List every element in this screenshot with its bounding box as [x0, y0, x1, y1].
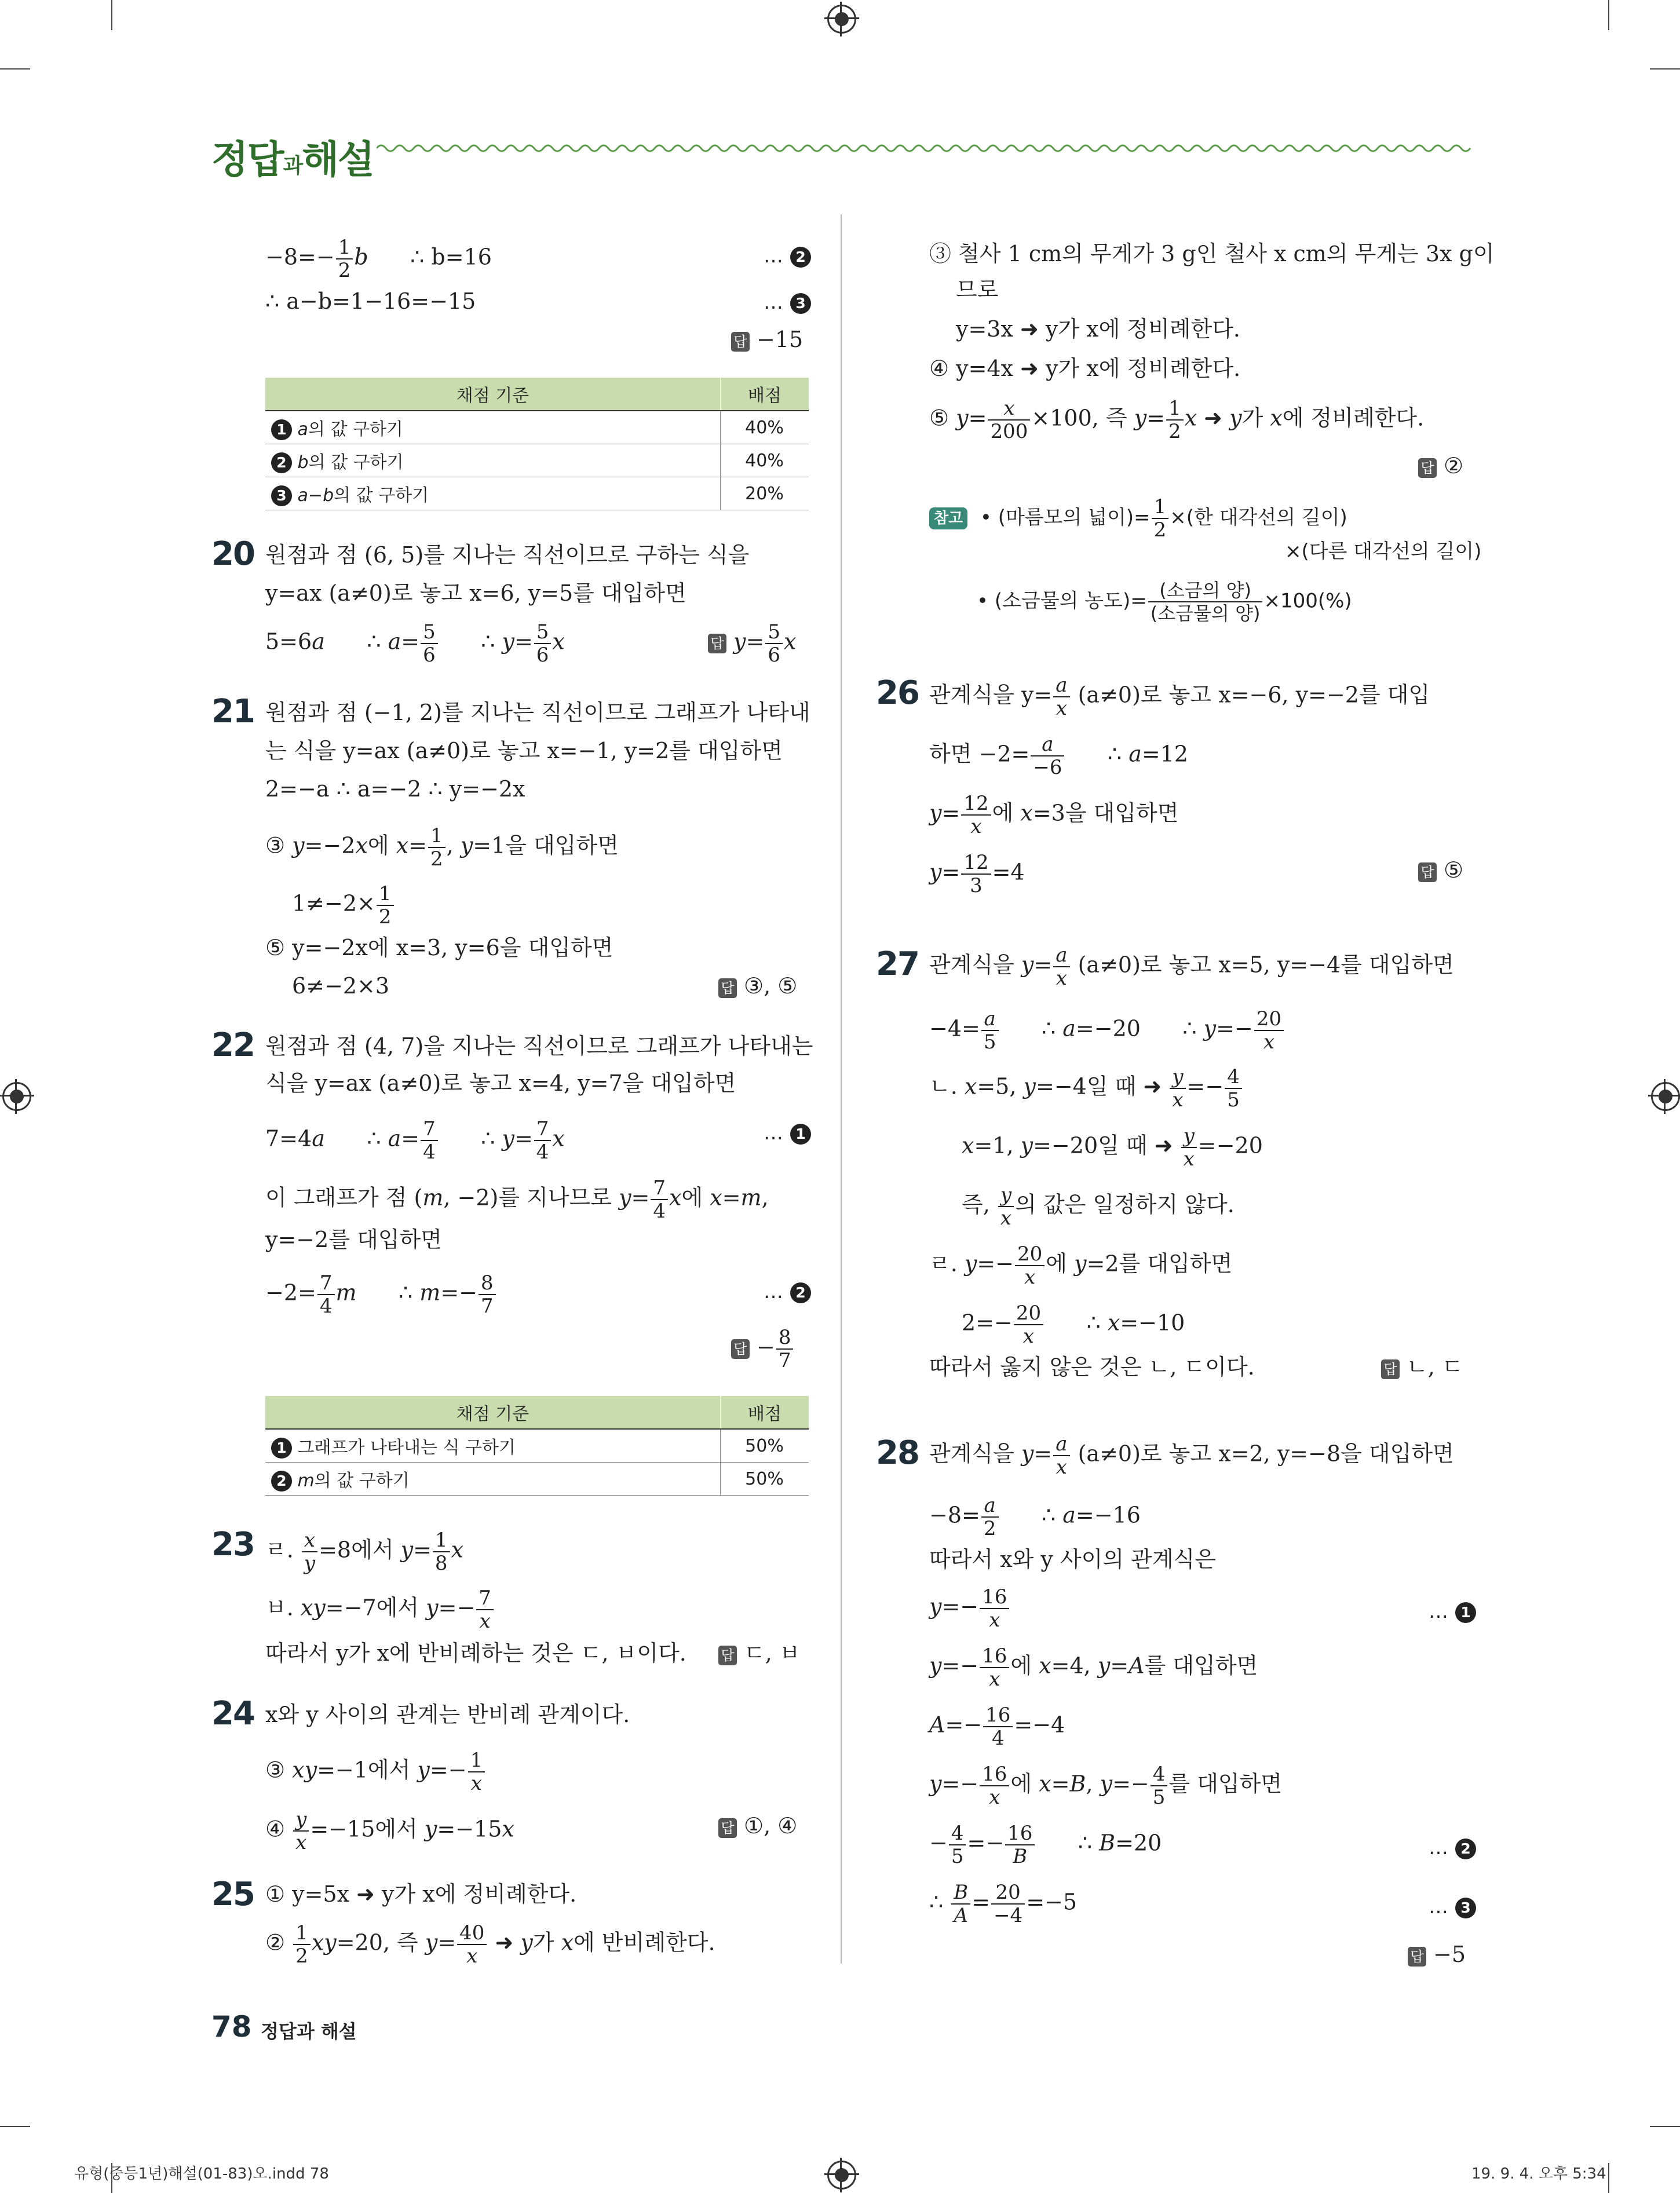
reference-note: • (소금물의 농도)= $\frac{\text{(소금의 양)}}{\text{(소금물의 양)}}$ ×100(%)	[977, 579, 1352, 624]
problem-number: 21	[211, 693, 254, 730]
print-slug-file: 유형(중등1년)해설(01-83)오.indd 78	[74, 2165, 329, 2183]
answer-line: 답 ①, ④	[718, 1812, 797, 1840]
crop-mark	[1650, 2126, 1680, 2127]
table-header: 배점	[721, 1396, 809, 1429]
math-line: 관계식을 y= $\frac{a}{x}$ (a≠0)로 놓고 x=2, y=−8을 대입하면	[929, 1432, 1454, 1479]
answer-line: 답 ㄴ, ㄷ	[1381, 1353, 1463, 1381]
math-line: 6≠−2×3	[292, 973, 390, 999]
solution-text: y=ax (a≠0)로 놓고 x=6, y=5를 대입하면	[265, 580, 686, 606]
reference-badge: 참고	[929, 507, 967, 529]
math-line: y=− $\frac{16}{x}$ 에 x=4, y=A를 대입하면	[929, 1644, 1258, 1691]
math-line: 하면 −2= $\frac{a}{-6}$ ∴ a=12	[929, 733, 1189, 779]
math-line: ㅂ. xy=−7에서 y=− $\frac{7}{x}$	[265, 1587, 495, 1632]
problem-number: 25	[211, 1876, 254, 1913]
math-line: ㄴ. x=5, y=−4일 때 ➜ $\frac{y}{x}$ =− $\frac{4}{5}$	[929, 1066, 1243, 1111]
table-row: 2 m의 값 구하기 50%	[265, 1463, 809, 1496]
problem-number: 24	[211, 1695, 254, 1733]
problem-number: 28	[876, 1434, 919, 1472]
math-line: − $\frac{4}{5}$ =− $\frac{16}{B}$ ∴ B=20	[929, 1822, 1162, 1868]
math-line: y=− $\frac{16}{x}$	[929, 1586, 1010, 1631]
table-row: 1 a의 값 구하기 40%	[265, 411, 809, 444]
step-marker: … 2	[764, 1277, 811, 1306]
table-header: 채점 기준	[265, 1396, 721, 1429]
solution-text: 는 식을 y=ax (a≠0)로 놓고 x=−1, y=2를 대입하면	[265, 738, 783, 763]
footer-label: 정답과 해설	[261, 2020, 357, 2042]
math-line: ∴ $\frac{B}{A}$ = $\frac{20}{-4}$ =−5	[929, 1881, 1078, 1927]
math-line: −2= $\frac{7}{4}$ m ∴ m=− $\frac{8}{7}$	[265, 1272, 497, 1317]
step-marker: … 1	[1429, 1596, 1476, 1625]
math-line: ∴ a−b=1−16=−15	[265, 288, 476, 314]
math-line: ① y=5x ➜ y가 x에 정비례한다.	[265, 1881, 577, 1907]
problem-number: 20	[211, 535, 254, 573]
math-line: y=− $\frac{16}{x}$ 에 x=B, y=− $\frac{4}{5}$ 를 대입하면	[929, 1763, 1283, 1809]
math-line: ④ y=4x ➜ y가 x에 정비례한다.	[929, 356, 1241, 381]
math-line: y=3x ➜ y가 x에 정비례한다.	[956, 316, 1241, 342]
math-line: ③ xy=−1에서 y=− $\frac{1}{x}$	[265, 1749, 486, 1794]
math-line: ㄹ. y=− $\frac{20}{x}$ 에 y=2를 대입하면	[929, 1242, 1233, 1289]
math-line: 2=−a ∴ a=−2 ∴ y=−2x	[265, 776, 525, 802]
registration-mark-icon	[827, 2161, 856, 2190]
answer-line: 답 ③, ⑤	[718, 972, 797, 1000]
reference-note: 참고 • (마름모의 넓이)= $\frac{1}{2}$ ×(한 대각선의 길이)	[929, 496, 1347, 541]
registration-mark-icon	[1651, 1082, 1680, 1111]
answer-line: 답 ⑤	[1418, 856, 1463, 884]
problem-number: 23	[211, 1526, 254, 1563]
grading-table	[265, 1396, 809, 1496]
solution-text: 원점과 점 (4, 7)을 지나는 직선이므로 그래프가 나타내는	[265, 1033, 813, 1059]
math-line: A=− $\frac{16}{4}$ =−4	[929, 1704, 1065, 1750]
math-line: 관계식을 y= $\frac{a}{x}$ (a≠0)로 놓고 x=−6, y=−2를 대입	[929, 674, 1430, 720]
solution-text: 따라서 옳지 않은 것은 ㄴ, ㄷ이다.	[929, 1354, 1255, 1380]
crop-mark	[111, 0, 112, 30]
solution-text: 므로	[956, 277, 999, 302]
header-title-main: 정답	[211, 137, 283, 182]
problem-number: 27	[876, 945, 919, 983]
page-number: 78	[211, 2010, 252, 2044]
math-line: ② $\frac{1}{2}$ xy=20, 즉 y= $\frac{40}{x}$ ➜ y가 x에 반비례한다.	[265, 1921, 715, 1968]
answer-line: 답 −15	[731, 326, 803, 353]
column-divider	[841, 214, 842, 1964]
math-line: ㄹ. $\frac{x}{y}$ =8에서 y= $\frac{1}{8}$ x	[265, 1529, 463, 1575]
solution-text: 따라서 x와 y 사이의 관계식은	[929, 1547, 1217, 1572]
reference-note: ×(다른 대각선의 길이)	[1285, 540, 1482, 563]
math-line: 5=6a ∴ a= $\frac{5}{6}$ ∴ y= $\frac{5}{6}$ x	[265, 620, 565, 667]
solution-text: 원점과 점 (−1, 2)를 지나는 직선이므로 그래프가 나타내	[265, 700, 810, 725]
table-header: 채점 기준	[265, 378, 721, 411]
table-row: 3 a−b의 값 구하기 20%	[265, 477, 809, 510]
answer-line: 답 −5	[1408, 1940, 1466, 1968]
math-line: 이 그래프가 점 (m, −2)를 지나므로 y= $\frac{7}{4}$ x에 x=m,	[265, 1176, 769, 1223]
math-line: y= $\frac{12}{x}$ 에 x=3을 대입하면	[929, 792, 1179, 838]
answer-line: 답 y= $\frac{5}{6}$ x	[708, 621, 796, 666]
math-line: ⑤ y= $\frac{x}{200}$ ×100, 즉 y= $\frac{1}{2}$ x ➜ y가 x에 정비례한다.	[929, 397, 1425, 443]
table-header: 배점	[721, 378, 809, 411]
math-line: ③ y=−2x에 x= $\frac{1}{2}$ , y=1을 대입하면	[265, 824, 619, 871]
problem-number: 22	[211, 1026, 254, 1064]
math-line: 관계식을 y= $\frac{a}{x}$ (a≠0)로 놓고 x=5, y=−4를 대입하면	[929, 944, 1454, 990]
math-line: ④ $\frac{y}{x}$ =−15에서 y=−15x	[265, 1808, 514, 1854]
math-line: y= $\frac{12}{3}$ =4	[929, 851, 1025, 897]
crop-mark	[0, 68, 30, 70]
problem-number: 26	[876, 674, 919, 712]
registration-mark-icon	[2, 1082, 31, 1111]
step-marker: … 1	[764, 1118, 811, 1147]
crop-mark	[1608, 2163, 1609, 2193]
solution-text: 원점과 점 (6, 5)를 지나는 직선이므로 구하는 식을	[265, 542, 750, 568]
math-line: ⑤ y=−2x에 x=3, y=6을 대입하면	[265, 935, 613, 960]
math-line: 1≠−2× $\frac{1}{2}$	[292, 883, 395, 928]
table-row: 1 그래프가 나타내는 식 구하기 50%	[265, 1429, 809, 1463]
math-line: −8= $\frac{a}{2}$ ∴ a=−16	[929, 1494, 1141, 1540]
math-line: −8=− $\frac{1}{2}$ b ∴ b=16	[265, 236, 492, 282]
crop-mark	[0, 2126, 30, 2127]
step-marker: … 2	[1429, 1833, 1476, 1862]
step-marker: … 2	[764, 241, 811, 270]
math-line: 2=− $\frac{20}{x}$ ∴ x=−10	[962, 1302, 1185, 1348]
solution-text: ③ 철사 1 cm의 무게가 3 g인 철사 x cm의 무게는 3x g이	[929, 241, 1495, 266]
registration-mark-icon	[827, 5, 856, 34]
header-wave-decoration	[377, 142, 1477, 154]
print-slug-timestamp: 19. 9. 4. 오후 5:34	[1471, 2165, 1606, 2183]
math-line: −4= $\frac{a}{5}$ ∴ a=−20 ∴ y=− $\frac{20}{x}$	[929, 1008, 1285, 1053]
math-line: x=1, y=−20일 때 ➜ $\frac{y}{x}$ =−20	[962, 1124, 1263, 1171]
math-line: 즉, $\frac{y}{x}$ 의 값은 일정하지 않다.	[962, 1183, 1235, 1230]
grading-table	[265, 378, 809, 510]
header-title-small: 과	[283, 154, 302, 178]
step-marker: … 3	[764, 287, 811, 316]
solution-text: 따라서 y가 x에 반비례하는 것은 ㄷ, ㅂ이다.	[265, 1640, 686, 1666]
crop-mark	[1650, 68, 1680, 70]
math-line: 7=4a ∴ a= $\frac{7}{4}$ ∴ y= $\frac{7}{4}$ x	[265, 1117, 565, 1164]
answer-line: 답 ㄷ, ㅂ	[718, 1639, 801, 1667]
crop-mark	[1608, 0, 1609, 30]
answer-line: 답 ②	[1418, 452, 1463, 480]
page-header-title	[211, 129, 374, 184]
solution-text: y=−2를 대입하면	[265, 1227, 442, 1252]
answer-line: 답 − $\frac{8}{7}$	[731, 1326, 794, 1372]
solution-text: 식을 y=ax (a≠0)로 놓고 x=4, y=7을 대입하면	[265, 1070, 736, 1096]
step-marker: … 3	[1429, 1892, 1476, 1921]
header-title-end: 해설	[302, 137, 374, 182]
table-row: 2 b의 값 구하기 40%	[265, 444, 809, 477]
solution-text: x와 y 사이의 관계는 반비례 관계이다.	[265, 1702, 630, 1727]
